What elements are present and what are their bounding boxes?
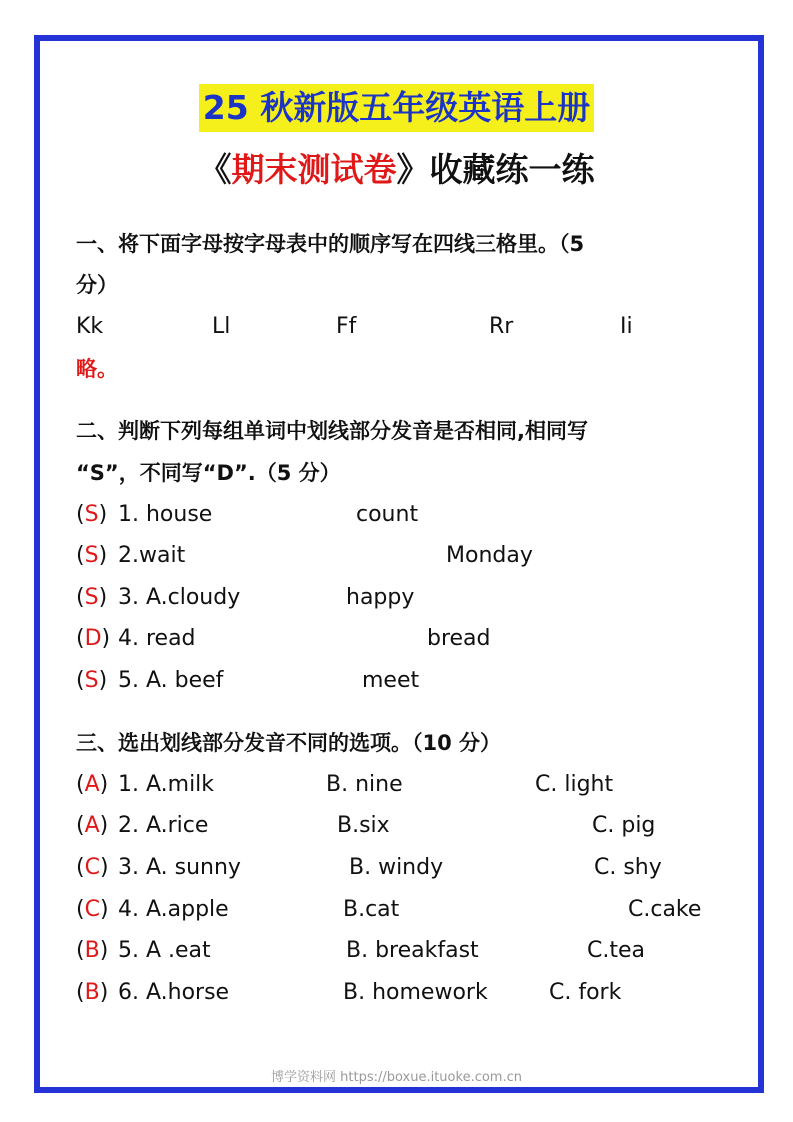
word-b: happy [346, 585, 415, 610]
section3-row: (A) 1. A.milk B. nine C. light [76, 770, 716, 800]
word-b: meet [362, 668, 420, 693]
option-b: B.cat [343, 897, 400, 922]
answer-mark: B [84, 938, 100, 963]
option-a: 4. A.apple [118, 897, 229, 922]
section3-row: (C) 4. A.apple B.cat C.cake [76, 895, 716, 925]
option-a: 6. A.horse [118, 980, 230, 1005]
letter-item: Ll [212, 314, 231, 339]
section2-row: (S) 3. A.cloudy happy [76, 583, 696, 613]
word-b: bread [427, 626, 491, 651]
section1-answer: 略。 [76, 357, 118, 381]
letter-item: Ii [620, 314, 633, 339]
title-red-text: 期末测试卷 [231, 150, 397, 189]
option-c: C. light [535, 772, 614, 797]
letters-row [76, 312, 696, 342]
option-c: C.tea [587, 938, 645, 963]
section2-row: (D) 4. read bread [76, 624, 696, 654]
answer-mark: S [84, 585, 99, 610]
word-b: count [356, 502, 419, 527]
word-b: Monday [446, 543, 533, 568]
word-a: 2.wait [118, 543, 186, 568]
answer-mark: S [84, 502, 99, 527]
footer-watermark: 博学资料网 https://boxue.ituoke.com.cn [271, 1070, 522, 1085]
word-a: 1. house [118, 502, 213, 527]
section2-row: (S) 5. A. beef meet [76, 666, 696, 696]
word-a: 5. A. beef [118, 668, 224, 693]
option-b: B. windy [349, 855, 444, 880]
answer-mark: A [84, 772, 100, 797]
option-b: B. homework [343, 980, 488, 1005]
word-a: 4. read [118, 626, 196, 651]
answer-mark: D [84, 626, 102, 651]
section3-row: (B) 5. A .eat B. breakfast C.tea [76, 936, 716, 966]
letter-item: Kk [76, 314, 104, 339]
answer-mark: C [84, 855, 100, 880]
section2-row: (S) 2.wait Monday [76, 541, 696, 571]
option-c: C. shy [594, 855, 662, 880]
option-c: C. pig [592, 813, 656, 838]
word-a: 3. A.cloudy [118, 585, 241, 610]
section2-heading: 二、判断下列每组单词中划线部分发音是否相同,相同写 [76, 419, 588, 443]
option-b: B. breakfast [346, 938, 479, 963]
option-a: 3. A. sunny [118, 855, 241, 880]
answer-mark: S [84, 543, 99, 568]
section3-heading: 三、选出划线部分发音不同的选项。（10 分） [76, 731, 502, 755]
letter-item: Ff [336, 314, 357, 339]
answer-mark: C [84, 897, 100, 922]
option-b: B.six [337, 813, 390, 838]
option-b: B. nine [326, 772, 403, 797]
section1-heading-cont: 分） [76, 273, 118, 297]
section1-heading: 一、将下面字母按字母表中的顺序写在四线三格里。（5 [76, 232, 585, 256]
option-c: C.cake [628, 897, 702, 922]
title-line-2: 《期末测试卷》收藏练一练 [198, 150, 595, 189]
section2-heading-cont: “S”，不同写“D”.（5 分） [76, 461, 341, 485]
option-a: 1. A.milk [118, 772, 215, 797]
letter-item: Rr [489, 314, 514, 339]
answer-mark: A [84, 813, 100, 838]
section2-row: (S) 1. house count [76, 500, 696, 530]
title-line-1 [0, 84, 793, 132]
section3-row: (C) 3. A. sunny B. windy C. shy [76, 853, 716, 883]
section3-row: (A) 2. A.rice B.six C. pig [76, 811, 716, 841]
section3-row: (B) 6. A.horse B. homework C. fork [76, 978, 716, 1008]
answer-mark: B [84, 980, 100, 1005]
answer-mark: S [84, 668, 99, 693]
option-a: 2. A.rice [118, 813, 209, 838]
option-c: C. fork [549, 980, 622, 1005]
option-a: 5. A .eat [118, 938, 211, 963]
title-highlight: 25 秋新版五年级英语上册 [199, 84, 594, 132]
